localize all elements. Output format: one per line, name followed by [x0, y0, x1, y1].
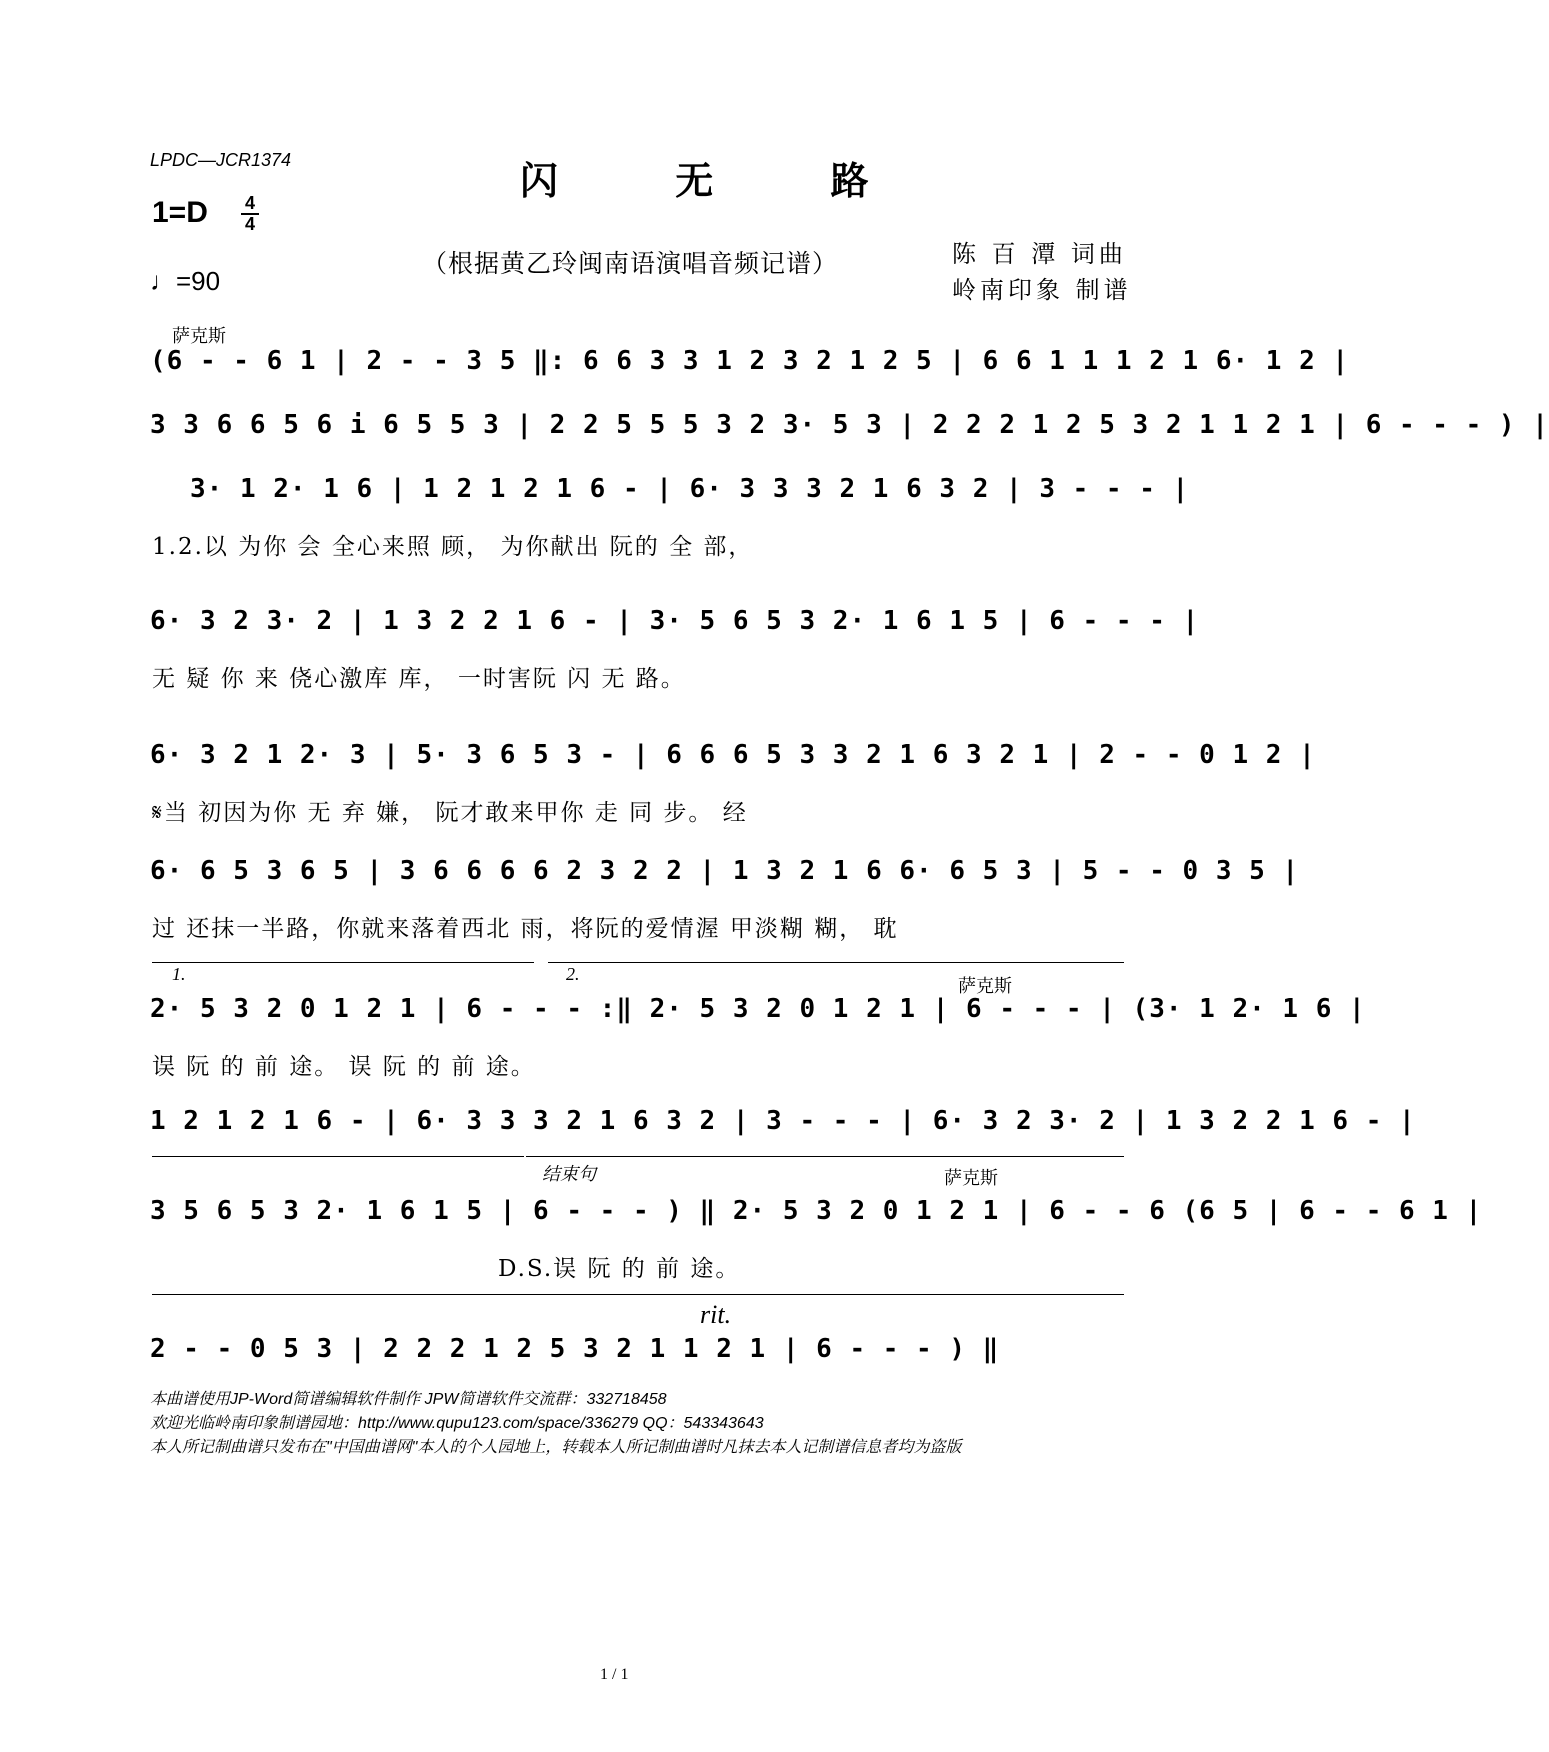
staff-line: 2 - - 0 5 3 | 2 2 2 1 2 5 3 2 1 1 2 1 | 6 - - - ) ‖ [150, 1334, 1000, 1364]
lyric-line: D.S.误 阮 的 前 途。 [498, 1256, 741, 1282]
staff-line: 6· 6 5 3 6 5 | 3 6 6 6 6 2 3 2 2 | 1 3 2 1 6 6· 6 5 3 | 5 - - 0 3 5 | [150, 856, 1300, 886]
volta-bracket-2 [548, 962, 1124, 963]
instrument-label: 萨克斯 [172, 326, 226, 347]
lyric-line: 无 疑 你 来 侥心激库 库， 一时害阮 闪 无 路。 [152, 666, 686, 692]
staff-line: 3· 1 2· 1 6 | 1 2 1 2 1 6 - | 6· 3 3 3 2 1 6 3 2 | 3 - - - | [190, 474, 1190, 504]
composer-credit: 陈 百 潭 词曲 [952, 240, 1127, 268]
rit-mark: rit. [700, 1300, 732, 1329]
staff-line: (6 - - 6 1 | 2 - - 3 5 ‖: 6 6 3 3 1 2 3 2 1 2 5 | 6 6 1 1 1 2 1 6· 1 2 | [150, 346, 1350, 376]
section-rule [152, 1156, 524, 1157]
footer-line: 欢迎光临岭南印象制谱园地：http://www.qupu123.com/space/336279 QQ：543343643 [150, 1415, 764, 1432]
arranger-credit: 岭南印象 制谱 [952, 276, 1132, 304]
lyric-line: 𝄋当 初因为你 无 弃 嫌， 阮才敢来甲你 走 同 步。 经 [152, 800, 748, 826]
time-signature [238, 194, 262, 234]
final-rule [152, 1294, 1124, 1295]
staff-line: 3 5 6 5 3 2· 1 6 1 5 | 6 - - - ) ‖ 2· 5 3 2 0 1 2 1 | 6 - - 6 (6 5 | 6 - - 6 1 | [150, 1196, 1483, 1226]
song-title: 闪 无 路 [520, 158, 921, 203]
staff-line: 6· 3 2 1 2· 3 | 5· 3 6 5 3 - | 6 6 6 5 3 3 2 1 6 3 2 1 | 2 - - 0 1 2 | [150, 740, 1316, 770]
ending-bracket [526, 1156, 1124, 1157]
score-code: LPDC—JCR1374 [150, 150, 292, 170]
staff-line: 1 2 1 2 1 6 - | 6· 3 3 3 2 1 6 3 2 | 3 - - - | 6· 3 2 3· 2 | 1 3 2 2 1 6 - | [150, 1106, 1416, 1136]
key-signature: 1=D [152, 196, 208, 229]
time-top: 4 [244, 193, 255, 213]
volta-2-label: 2. [566, 964, 580, 984]
lyric-line: 过 还抹一半路，你就来落着西北 雨，将阮的爱情渥 甲淡糊 糊， 耽 [152, 916, 899, 942]
time-bottom: 4 [244, 214, 255, 234]
volta-1-label: 1. [172, 964, 186, 984]
staff-line: 2· 5 3 2 0 1 2 1 | 6 - - - :‖ 2· 5 3 2 0 1 2 1 | 6 - - - | (3· 1 2· 1 6 | [150, 994, 1366, 1024]
footer-line: 本曲谱使用JP-Word简谱编辑软件制作 JPW简谱软件交流群：332718458 [150, 1391, 667, 1408]
instrument-label: 萨克斯 [958, 976, 1012, 997]
ending-label: 结束句 [542, 1164, 596, 1184]
staff-line: 3 3 6 6 5 6 i 6 5 5 3 | 2 2 5 5 5 3 2 3· 5 3 | 2 2 2 1 2 5 3 2 1 1 2 1 | 6 - - - ) | [150, 410, 1549, 440]
footer-line: 本人所记制曲谱只发布在"中国曲谱网"本人的个人园地上，转载本人所记制曲谱时凡抹去本人记制谱信息者均为盗版 [150, 1439, 962, 1456]
volta-bracket-1 [152, 962, 534, 963]
page-number: 1 / 1 [600, 1666, 629, 1683]
lyric-line: 误 阮 的 前 途。 误 阮 的 前 途。 [152, 1054, 536, 1080]
subtitle: （根据黄乙玲闽南语演唱音频记谱） [422, 249, 839, 278]
instrument-label: 萨克斯 [944, 1168, 998, 1189]
staff-line: 6· 3 2 3· 2 | 1 3 2 2 1 6 - | 3· 5 6 5 3 2· 1 6 1 5 | 6 - - - | [150, 606, 1200, 636]
lyric-line: 1.2.以 为你 会 全心来照 顾， 为你献出 阮的 全 部， [152, 534, 754, 560]
tempo-mark: ♩=90 [150, 266, 221, 296]
